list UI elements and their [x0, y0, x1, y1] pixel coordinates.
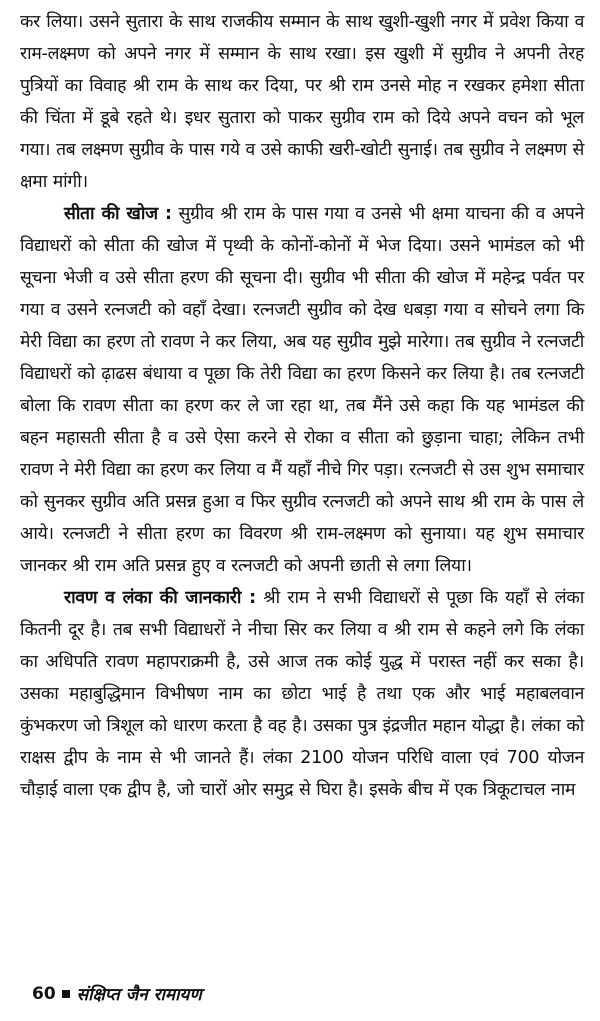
paragraph-3 [20, 582, 584, 806]
square-bullet-icon [62, 990, 70, 998]
book-title: संक्षिप्त जैन रामायण [76, 985, 202, 1005]
page-number: 60 [32, 983, 56, 1004]
section-heading-sita-search: सीता की खोज : [64, 204, 172, 224]
paragraph-1-text: कर लिया। उसने सुतारा के साथ राजकीय सम्मान के साथ खुशी-खुशी नगर में प्रवेश किया व राम-लक्ष्मण को अपने नगर में सम्मान के साथ रखा। इस खुशी में सुग्रीव ने अपनी तेरह पुत्रियों का विवाह श्री राम के साथ कर दिया, पर श्री राम उनसे मोह न रखकर हमेशा सीता की चिंता में डूबे रहते थे। इधर सुतारा को पाकर सुग्रीव राम को दिये अपने वचन को भूल गया। तब लक्ष्मण सुग्रीव के पास गये व उसे काफी खरी-खोटी सुनाई। तब सुग्रीव ने लक्ष्मण से क्षमा मांगी। [20, 12, 584, 192]
page-body [20, 6, 584, 806]
paragraph-2 [20, 198, 584, 582]
paragraph-1 [20, 6, 584, 198]
page-footer [32, 982, 202, 1005]
section-heading-ravan-lanka: रावण व लंका की जानकारी : [64, 588, 256, 608]
paragraph-3-text: श्री राम ने सभी विद्याधरों से पूछा कि यहाँ से लंका कितनी दूर है। तब सभी विद्याधरों ने नीचा सिर कर लिया व श्री राम से कहने लगे कि लंका का अधिपति रावण महापराक्रमी है, उसे आज तक कोई युद्ध में परास्त नहीं कर सका है। उसका महाबुद्धिमान विभीषण नाम का छोटा भाई है तथा एक और भाई महाबलवान कुंभकरण जो त्रिशूल को धारण करता है वह है। उसका पुत्र इंद्रजीत महान योद्धा है। लंका को राक्षस द्वीप के नाम से भी जानते हैं। लंका 2100 योजन परिधि वाला एवं 700 योजन चौड़ाई वाला एक द्वीप है, जो चारों ओर समुद्र से घिरा है। इसके बीच में एक त्रिकूटाचल नाम [20, 588, 584, 800]
paragraph-2-text: सुग्रीव श्री राम के पास गया व उनसे भी क्षमा याचना की व अपने विद्याधरों को सीता की खोज में पृथ्वी के कोनों-कोनों में भेज दिया। उसने भामंडल को भी सूचना भेजी व उसे सीता हरण की सूचना दी। सुग्रीव भी सीता की खोज में महेन्द्र पर्वत पर गया व उसने रत्नजटी को वहाँ देखा। रत्नजटी सुग्रीव को देख धबड़ा गया व सोचने लगा कि मेरी विद्या का हरण तो रावण ने कर लिया, अब यह सुग्रीव मुझे मारेगा। तब सुग्रीव ने रत्नजटी विद्याधरों को ढ़ाढस बंधाया व पूछा कि तेरी विद्या का हरण किसने कर लिया है। तब रत्नजटी बोला कि रावण सीता का हरण कर ले जा रहा था, तब मैंने उसे कहा कि यह भामंडल की बहन महासती सीता है व उसे ऐसा करने से रोका व सीता को छुड़ाना चाहा; लेकिन तभी रावण ने मेरी विद्या का हरण कर लिया व मैं यहाँ नीचे गिर पड़ा। रत्नजटी से उस शुभ समाचार को सुनकर सुग्रीव अति प्रसन्न हुआ व फिर सुग्रीव रत्नजटी को अपने साथ श्री राम के पास ले आये। रत्नजटी ने सीता हरण का विवरण श्री राम-लक्ष्मण को सुनाया। यह शुभ समाचार जानकर श्री राम अति प्रसन्न हुए व रत्नजटी को अपनी छाती से लगा लिया। [20, 204, 584, 576]
